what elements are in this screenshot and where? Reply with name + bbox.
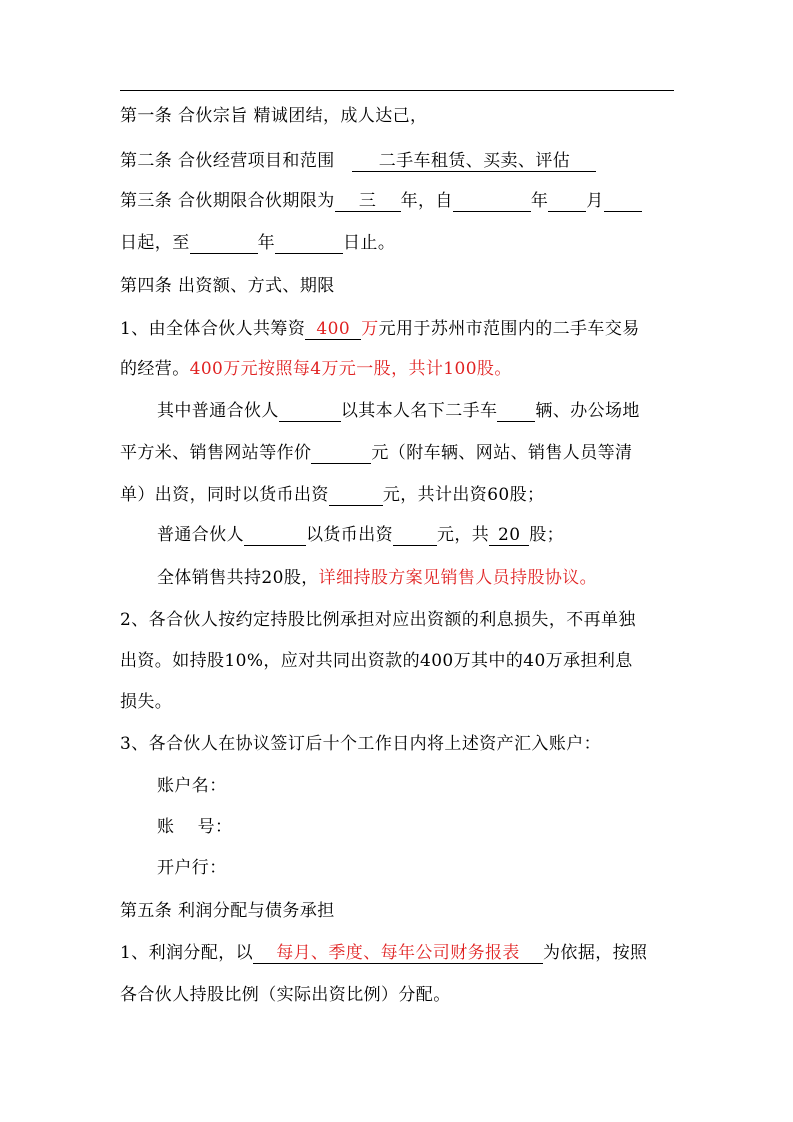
article-4	[120, 275, 680, 297]
article-5-label: 第五条	[120, 901, 173, 921]
article-4-para-2	[157, 400, 717, 422]
article-4-para-3	[157, 524, 717, 546]
start-month-blank	[548, 211, 586, 212]
article-4-p4-a: 全体销售共持20股，	[157, 568, 319, 588]
article-4-p2-line3-a: 单）出资，同时以货币出资	[120, 485, 329, 505]
article-2	[120, 150, 680, 172]
share-rule-note: 400万元按照每4万元一股，共计100股。	[189, 359, 512, 379]
article-5	[120, 900, 680, 922]
partner-2-shares-field: 20	[489, 525, 529, 546]
article-1-label: 第一条	[120, 106, 173, 126]
article-2-scope-field: 二手车租赁、买卖、评估	[352, 151, 596, 172]
partner-2-name-blank	[244, 545, 306, 546]
article-4-title: 出资额、方式、期限	[178, 276, 335, 296]
article-3-line2-b: 年	[257, 233, 276, 253]
article-4-p5-line1: 2、各合伙人按约定持股比例承担对应出资额的利息损失，不再单独	[120, 610, 636, 630]
article-4-p1-line2: 的经营。	[120, 359, 190, 379]
article-5-p1-a: 1、利润分配，以	[120, 943, 254, 963]
article-4-p1-a: 1、由全体合伙人共筹资	[120, 319, 306, 339]
account-number-row	[157, 816, 717, 838]
article-4-para-6	[120, 733, 680, 755]
bank-row	[157, 857, 717, 879]
article-4-p5-line3: 损失。	[120, 692, 173, 712]
partner-name-blank	[279, 421, 341, 422]
cash-contribution-blank	[329, 505, 383, 506]
vehicle-count-blank	[497, 421, 535, 422]
article-3-title: 合伙期限	[178, 191, 248, 211]
start-month-unit: 月	[586, 191, 604, 211]
header-rule	[120, 90, 674, 91]
article-1-title: 合伙宗旨	[178, 106, 248, 126]
article-1	[120, 105, 680, 127]
article-3-label: 第三条	[120, 191, 173, 211]
article-5-para-1-line-2	[120, 984, 680, 1006]
start-year-blank	[453, 211, 531, 212]
article-4-p2-line2-b: 元（附车辆、网站、销售人员等清	[371, 443, 633, 463]
article-3-line2-c: 日止。	[343, 233, 396, 253]
article-4-p2-line3-b: 元，共计出资60股；	[382, 485, 545, 505]
account-name-label: 账户名：	[157, 776, 227, 796]
sales-shareholding-note: 详细持股方案见销售人员持股协议。	[318, 568, 598, 588]
article-4-p6: 3、各合伙人在协议签订后十个工作日内将上述资产汇入账户：	[120, 734, 602, 754]
total-capital-unit: 万	[361, 319, 379, 339]
article-4-p2-c: 辆、办公场地	[535, 401, 640, 421]
partner-2-cash-blank	[393, 545, 437, 546]
article-4-p2-a: 其中普通合伙人	[157, 401, 279, 421]
article-4-p3-c: 元，共	[437, 525, 490, 545]
article-4-para-5-line-3	[120, 691, 680, 713]
article-4-p5-line2: 出资。如持股10%，应对共同出资款的400万其中的40万承担利息	[120, 651, 633, 671]
article-3-line2-a: 日起，至	[120, 233, 190, 253]
article-2-label: 第二条	[120, 151, 173, 171]
article-4-label: 第四条	[120, 276, 173, 296]
article-1-text: 精诚团结，成人达己，	[253, 106, 428, 126]
article-3	[120, 190, 680, 212]
article-5-p1-line2: 各合伙人持股比例（实际出资比例）分配。	[120, 985, 451, 1005]
start-year-unit: 年	[530, 191, 549, 211]
article-4-p2-b: 以其本人名下二手车	[340, 401, 498, 421]
article-4-para-4	[157, 567, 717, 589]
article-3-line-2	[120, 232, 680, 254]
article-4-para-1-line-2	[120, 358, 680, 380]
article-4-p3-d: 股；	[529, 525, 565, 545]
article-4-p1-b: 元用于苏州市范围内的二手车交易	[378, 319, 640, 339]
article-4-para-5	[120, 609, 680, 631]
profit-basis-field: 每月、季度、每年公司财务报表	[253, 943, 543, 964]
article-4-para-5-line-2	[120, 650, 680, 672]
bank-label: 开户行：	[157, 858, 227, 878]
valuation-blank	[311, 463, 371, 464]
article-3-text-a: 合伙期限为	[247, 191, 335, 211]
article-4-para-2-line-3	[120, 484, 680, 506]
total-capital-field: 400	[305, 319, 361, 340]
article-4-para-2-line-2	[120, 442, 680, 464]
article-4-p2-line2-a: 平方米、销售网站等作价	[120, 443, 312, 463]
article-3-years-field: 三	[335, 191, 401, 212]
article-5-p1-b: 为依据，按照	[543, 943, 648, 963]
end-year-blank	[190, 253, 258, 254]
article-4-p3-b: 以货币出资	[306, 525, 393, 545]
account-number-label: 账 号：	[157, 817, 233, 837]
article-4-para-1	[120, 318, 680, 340]
article-5-para-1	[120, 942, 680, 964]
article-4-p3-a: 普通合伙人	[157, 525, 244, 545]
article-5-title: 利润分配与债务承担	[178, 901, 335, 921]
start-day-blank	[604, 211, 642, 212]
account-name-row	[157, 775, 717, 797]
article-2-title: 合伙经营项目和范围	[178, 151, 335, 171]
article-3-text-b: 年，自	[400, 191, 453, 211]
end-date-blank	[275, 253, 343, 254]
